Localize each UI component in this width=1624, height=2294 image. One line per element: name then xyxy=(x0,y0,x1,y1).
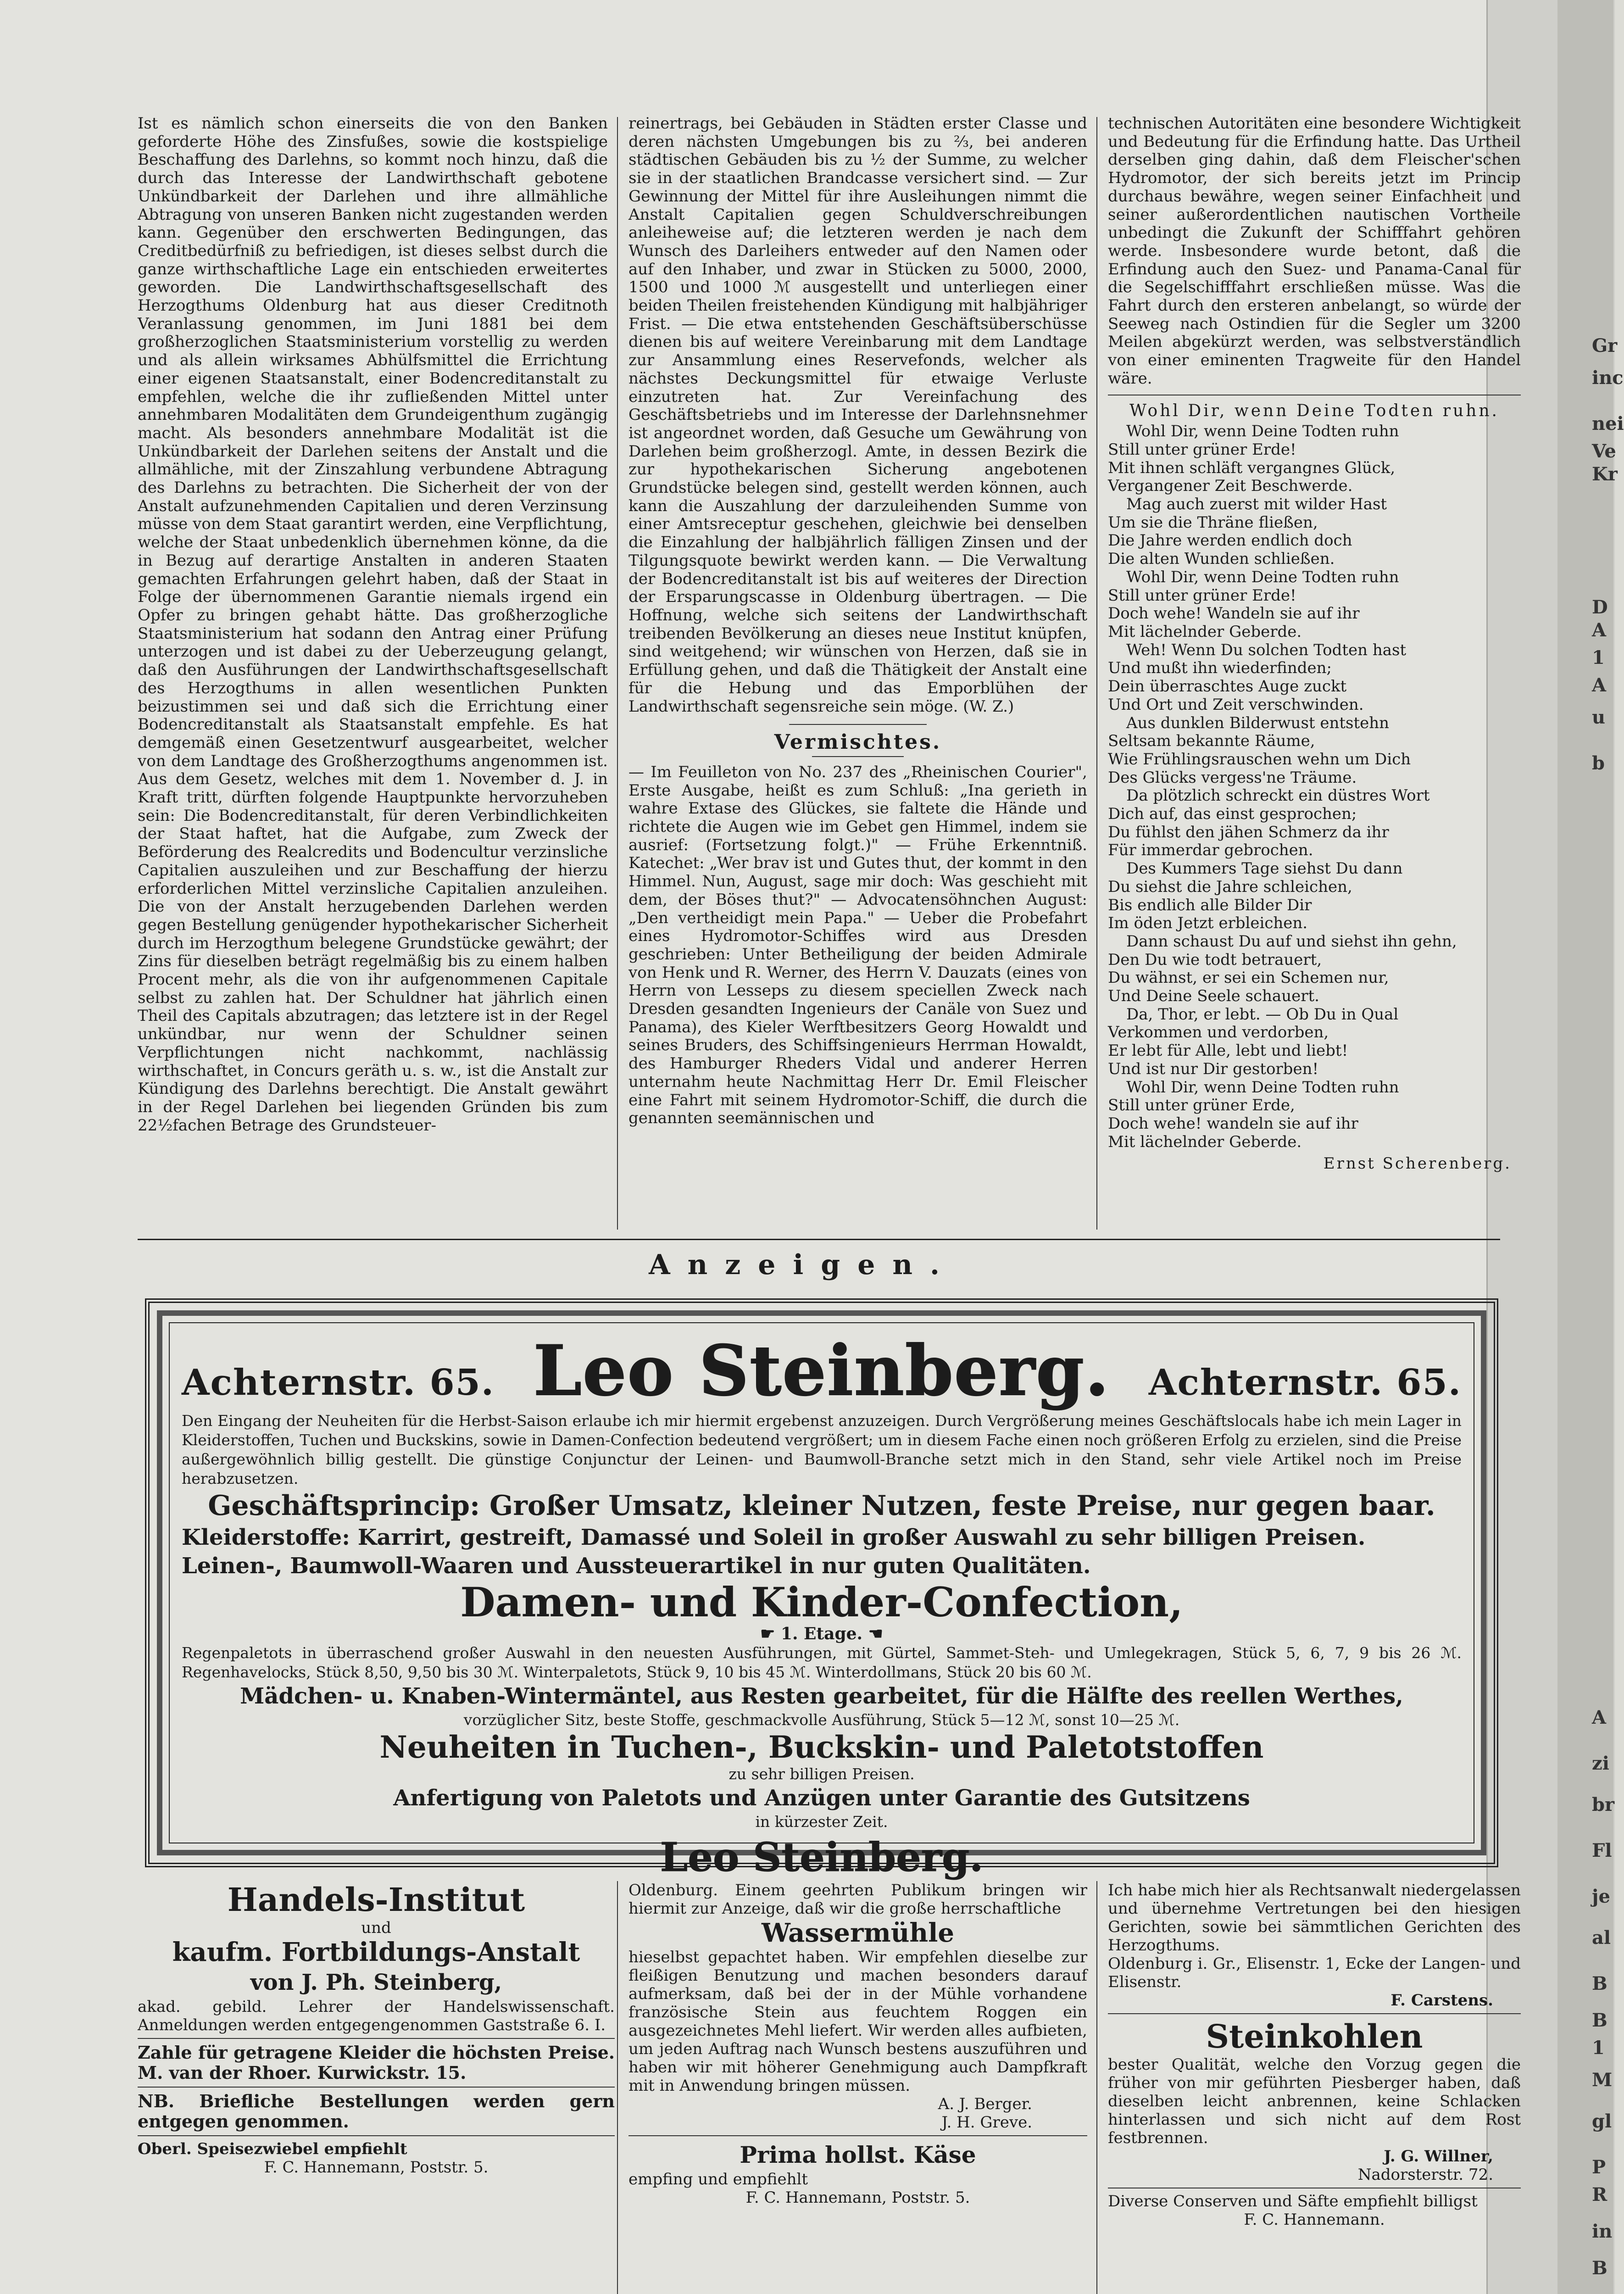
steinberg-intro: Den Eingang der Neuheiten für die Herbst-Saison erlaube ich mir hiermit ergebenst anzuzeigen. Durch Vergrößerung meines Geschäftslocals habe ich mein Lager in Kleiderstoffen, Tuchen und Buckskins, sowie in Damen-Confection bedeutend vergrößert; um in diesem Fache einen noch größeren Erfolg zu erzielen, sind die Preise außergewöhnlich billig gestellt. Die günstige Conjunctur der Leinen- und Baumwoll-Branche setzt mich in den Stand, sehr viele Artikel noch im Preise herabzusetzen. xyxy=(182,1412,1462,1487)
wassermuehle-title: Wassermühle xyxy=(761,1918,955,1948)
poem-line: Dann schaust Du auf und siehst ihn gehn, xyxy=(1126,932,1457,951)
section-title-vermischtes: Vermischtes. xyxy=(774,730,942,754)
poem-line: Aus dunklen Bilderwust entstehn xyxy=(1126,713,1390,732)
poem-line: Des Kummers Tage siehst Du dann xyxy=(1126,859,1403,878)
article-text-2: reinertrags, bei Gebäuden in Städten erster Classe und deren nächsten Umgebungen bis zu ⅔, bei anderen städtischen Gebäuden bis zu ½ der Summe, zu welcher sie in der staatlichen Brandcasse versichert sind. — Zur Gewinnung der Mittel für ihre Ausleihungen nimmt die Anstalt Capitalien gegen Schuldverschreibungen anleiheweise auf; die letzteren werden je nach dem Wunsch des Darleihers entweder auf den Namen oder auf den Inhaber, und zwar in Stücken zu 5000, 2000, 1500 und 1000 ℳ ausgestellt und unterliegen einer beiden Theilen freistehenden Kündigung mit halbjähriger Frist. — Die etwa entstehenden Geschäftsüberschüsse dienen bis auf weitere Vereinbarung mit dem Landtage zur Ansammlung eines Reservefonds, welcher als nächstes Deckungsmittel für etwaige Verluste einzutreten hat. Zur Vereinfachung des Geschäftsbetriebs und im Interesse der Darlehnsnehmer ist angeordnet worden, daß Gesuche um Gewährung von Darlehen beim großherzogl. Amte, in dessen Bezirk die zur hypothekarischen Sicherung angebotenen Grundstücke belegen sind, gestellt werden können, auch kann die Auszahlung der darzuleihenden Summe von einer Amtsreceptur geschehen, gleichwie bei denselben die Einzahlung der halbjährlich fälligen Zinsen und der Tilgungsquote bewirkt werden kann. — Die Verwaltung der Bodencreditanstalt ist bis auf weiteres der Direction der Ersparungscasse in Oldenburg übertragen. — Die Hoffnung, welche sich seitens der Landwirthschaft treibenden Bevölkerung an dieses neue Institut knüpfen, sind weitgehend; wir wünschen von Herzen, daß sie in Erfüllung gehen, und daß die Thätigkeit der Anstalt eine für die Hebung und das Emporblühen der Landwirthschaft segensreiche sein möge. (W. Z.) xyxy=(628,114,1087,716)
separator xyxy=(138,2087,615,2088)
handels-von: von J. Ph. Steinberg, xyxy=(250,1970,502,1995)
carstens-ad xyxy=(1108,1881,1521,2294)
edge-fragment: Ve xyxy=(1592,440,1616,462)
steinkohlen-text: bester Qualität, welche den Vorzug gegen die früher von mir geführten Piesberger haben, daß dieselben leicht anbrennen, keine Schlacken hinterlassen und sich nicht auf dem Rost festbrennen. xyxy=(1108,2055,1521,2147)
article-column-3 xyxy=(1108,115,1521,1335)
ads-header: Anzeigen. xyxy=(649,1249,957,1281)
poem-line: Still unter grüner Erde! xyxy=(1108,586,1296,605)
handels-title: Handels-Institut xyxy=(227,1881,525,1919)
edge-fragment: Fl xyxy=(1592,1840,1612,1861)
handels-desc: akad. gebild. Lehrer der Handelswissenschaft. Anmeldungen werden entgegengenommen Gaststraße 6. I. xyxy=(138,1998,615,2034)
anfertigung-sub: in kürzester Zeit. xyxy=(755,1813,888,1831)
poem-line: Wie Frühlingsrauschen wehn um Dich xyxy=(1108,750,1411,768)
nb-ad: NB. Briefliche Bestellungen werden gern entgegen genommen. xyxy=(138,2091,615,2132)
article-text-vermischtes: — Im Feuilleton von No. 237 des „Rheinischen Courier", Erste Ausgabe, heißt es zum Schluß: „Ina gerieth in wahre Extase des Glückes, sie faltete die Hände und richtete die Augen wie im Gebet gen Himmel, indem sie ausrief: (Fortsetzung folgt.)" — Frühe Erkenntniß. Katechet: „Wer brav ist und Gutes thut, der kommt in den Himmel. Nun, August, sage mir doch: Was geschieht mit dem, der Böses thut?" — Advocatensöhnchen August: „Den vertheidigt mein Papa." — Ueber die Probefahrt eines Hydromotor-Schiffes wird aus Dresden geschrieben: Unter Betheiligung der beiden Admirale von Henk und R. Werner, des Herrn V. Dauzats (eines von Herrn von Lesseps zu diesem speciellen Zweck nach Dresden gesandten Ingenieurs der Canäle von Suez und Panama), des Kieler Werftbesitzers Georg Howaldt und seines Bruders, des Schiffsingenieurs Herrman Howaldt, des Hamburger Rheders Vidal und anderer Herren unternahm heute Nachmittag Herr Dr. Emil Fleischer eine Fahrt mit seinem Hydromotor-Schiff, die durch die genannten seemännischen und xyxy=(628,763,1087,1128)
zwiebel-ad: Oberl. Speisezwiebel empfiehlt xyxy=(138,2140,407,2158)
poem-line: Bis endlich alle Bilder Dir xyxy=(1108,896,1312,914)
steinberg-ad xyxy=(145,1298,1498,1881)
article-column-1 xyxy=(138,115,608,1214)
poem-line: Und Ort und Zeit verschwinden. xyxy=(1108,695,1364,714)
edge-fragment: A xyxy=(1592,619,1607,641)
column-rule xyxy=(1096,117,1097,1230)
poem-line: Doch wehe! wandeln sie auf ihr xyxy=(1108,1114,1358,1133)
edge-fragment: u xyxy=(1592,707,1606,728)
edge-fragment: 1 xyxy=(1592,647,1605,668)
neuheiten-line: Neuheiten in Tuchen-, Buckskin- und Paletotstoffen xyxy=(379,1729,1264,1765)
poem-line: Und ist nur Dir gestorben! xyxy=(1108,1059,1319,1078)
poem-line: Im öden Jetzt erbleichen. xyxy=(1108,914,1308,933)
column-rule xyxy=(617,1881,618,2294)
separator xyxy=(1108,2013,1521,2014)
separator xyxy=(789,724,927,725)
poem-line: Still unter grüner Erde, xyxy=(1108,1096,1295,1115)
poem-line: Du siehst die Jahre schleichen, xyxy=(1108,877,1352,896)
confection-heading: Damen- und Kinder-Confection, xyxy=(460,1578,1183,1626)
poem-line: Mag auch zuerst mit wilder Hast xyxy=(1126,495,1387,514)
poem-line: Für immerdar gebrochen. xyxy=(1108,841,1313,860)
zwiebel-sig: F. C. Hannemann, Poststr. 5. xyxy=(264,2158,489,2177)
maedchen-sub: vorzüglicher Sitz, beste Stoffe, geschmackvolle Ausführung, Stück 5—12 ℳ, sonst 10—25 ℳ. xyxy=(463,1711,1180,1729)
kleiderstoffe-line: Kleiderstoffe: Karrirt, gestreift, Damassé und Soleil in großer Auswahl zu sehr billigen Preisen. xyxy=(182,1525,1366,1550)
poem-line: Er lebt für Alle, lebt und liebt! xyxy=(1108,1041,1348,1060)
steinkohlen-addr: Nadorsterstr. 72. xyxy=(1357,2166,1493,2184)
maedchen-line: Mädchen- u. Knaben-Wintermäntel, aus Resten gearbeitet, für die Hälfte des reellen Werthes, xyxy=(240,1683,1403,1709)
edge-fragment: je xyxy=(1592,1886,1610,1907)
poem xyxy=(1108,402,1521,1174)
poem-title: Wohl Dir, wenn Deine Todten ruhn. xyxy=(1129,401,1499,420)
poem-line: Du wähnst, er sei ein Schemen nur, xyxy=(1108,969,1389,987)
poem-line: Des Glücks vergess'ne Träume. xyxy=(1108,768,1357,787)
edge-fragment: P xyxy=(1592,2156,1606,2178)
wassermuehle-sig1: A. J. Berger. xyxy=(938,2095,1032,2113)
kleider-ad: Zahle für getragene Kleider die höchsten Preise. M. van der Rhoer. Kurwickstr. 15. xyxy=(138,2042,615,2083)
poem-line: Vergangener Zeit Beschwerde. xyxy=(1108,477,1353,496)
edge-fragment: gl xyxy=(1592,2110,1612,2132)
edge-fragment: Gr xyxy=(1592,335,1618,356)
article-text-1: Ist es nämlich schon einerseits die von den Banken geforderte Höhe des Zinsfußes, sowie die kostspielige Beschaffung des Darlehns, so kommt noch hinzu, daß die durch das Interesse der Landwirthschaft gebotene Unkündbarkeit der Darlehen und ihre allmähliche Abtragung von unseren Banken nicht zugestanden werden kann. Gegenüber den erschwerten Bedingungen, das Creditbedürfniß zu befriedigen, ist dieses selbst durch die ganze wirthschaftliche Lage ein entschieden erweitertes geworden. Die Landwirthschaftsgesellschaft des Herzogthums Oldenburg hat aus dieser Creditnoth Veranlassung genommen, im Juni 1881 bei dem großherzoglichen Staatsministerium vorstellig zu werden und als allein wirksames Abhülfsmittel die Errichtung einer eigenen Staatsanstalt, einer Bodencreditanstalt zu empfehlen, welche die ihr zufließenden Mittel unter annehmbaren Modalitäten dem Grundeigenthum zugängig macht. Als besonders annehmbare Modalität ist die Unkündbarkeit der Darlehen seitens der Anstalt und die allmähliche, mit der Zinszahlung verbundene Abtragung des Darlehns zu betrachten. Die Sicherheit der von der Anstalt aufzunehmenden Capitalien und deren Verzinsung müsse von dem Staat garantirt werden, eine Verpflichtung, welche der Staat unbedenklich übernehmen könne, da die in Bezug auf derartige Anstalten in anderen Staaten gemachten Erfahrungen gelehrt haben, daß der Staat in Folge der übernommenen Garantie niemals irgend ein Opfer zu bringen gehabt hätte. Das großherzogliche Staatsministerium hat sodann den Antrag einer Prüfung unterzogen und ist dabei zu der Ueberzeugung gelangt, daß den Ausführungen der Landwirthschaftsgesellschaft des Herzogthums in allen wesentlichen Punkten beizustimmen sei und daß sich die Errichtung einer Bodencreditanstalt als Staatsanstalt empfehle. Es hat demgemäß einen Gesetzentwurf ausgearbeitet, welcher von dem Landtage des Großherzogthums angenommen ist. Aus dem Gesetz, welches mit dem 1. November d. J. in Kraft tritt, dürften folgende Hauptpunkte hervorzuheben sein: Die Bodencreditanstalt, für deren Verbindlichkeiten der Staat haftet, hat die Aufgabe, zum Zweck der Beförderung des Realcredits und Bodencultur verzinsliche Capitalien auszuleihen und zur Beschaffung der hierzu erforderlichen Mittel verzinsliche Capitalien anzuleihen. Die von der Anstalt herzugebenden Darlehen werden gegen Bestellung genügender hypothekarischer Sicherheit durch im Herzogthum belegene Grundstücke gewährt; der Zins für dieselben beträgt regelmäßig bis zu einem halben Procent mehr, als die von ihr aufgenommenen Capitale selbst zu zahlen hat. Der Schuldner hat jährlich einen Theil des Capitals abzutragen; das letztere ist in der Regel unkündbar, nur wenn der Schuldner seinen Verpflichtungen nicht nachkommt, nachlässig wirthschaftet, in Concurs geräth u. s. w., ist die Anstalt zur Kündigung des Darlehns berechtigt. Die Anstalt gewährt in der Regel Darlehen bei liegenden Gründen bis zum 22½fachen Betrage des Grundsteuer- xyxy=(138,114,608,1135)
edge-fragment: Kr xyxy=(1592,463,1618,485)
address-right: Achternstr. 65. xyxy=(1148,1362,1462,1403)
steinkohlen-title: Steinkohlen xyxy=(1206,2017,1423,2055)
neuheiten-sub: zu sehr billigen Preisen. xyxy=(729,1765,915,1783)
wassermuehle-body: hieselbst gepachtet haben. Wir empfehlen dieselbe zur fleißigen Benutzung und machen besonders darauf aufmerksam, daß bei der in der Mühle vorhandene französische Stein aus feuchtem Roggen ein ausgezeichnetes Mehl liefert. Wir werden alles aufbieten, um jeden Auftrag nach Wunsch bestens auszuführen und haben wir mit höherer Genehmigung auch Dampfkraft mit in Anwendung bringen müssen. xyxy=(628,1948,1087,2095)
edge-fragment: br xyxy=(1592,1794,1615,1815)
edge-fragment: A xyxy=(1592,674,1607,696)
address-left: Achternstr. 65. xyxy=(182,1362,495,1403)
edge-fragment: inc xyxy=(1592,367,1624,389)
edge-fragment: nei xyxy=(1592,413,1624,434)
edge-fragment: R xyxy=(1592,2184,1607,2205)
poem-line: Den Du wie todt betrauert, xyxy=(1108,950,1322,969)
floor-label: 1. Etage. xyxy=(780,1624,863,1643)
poem-line: Mit lächelnder Geberde. xyxy=(1108,622,1302,641)
poem-author: Ernst Scherenberg. xyxy=(1323,1154,1512,1173)
separator xyxy=(812,756,904,757)
poem-line: Und Deine Seele schauert. xyxy=(1108,987,1319,1006)
poem-line: Wohl Dir, wenn Deine Todten ruhn xyxy=(1126,422,1399,441)
edge-fragment: zi xyxy=(1592,1753,1609,1774)
wassermuehle-sig2: J. H. Greve. xyxy=(941,2113,1032,2132)
poem-line: Du fühlst den jähen Schmerz da ihr xyxy=(1108,823,1389,841)
steinkohlen-sig: J. G. Willner, xyxy=(1384,2147,1493,2166)
carstens-addr: Oldenburg i. Gr., Elisenstr. 1, Ecke der Langen- und Elisenstr. xyxy=(1108,1954,1521,1991)
floor-note: ☛ 1. Etage. ☚ xyxy=(760,1624,883,1643)
leinen-line: Leinen-, Baumwoll-Waaren und Aussteuerartikel in nur guten Qualitäten. xyxy=(182,1553,1091,1579)
poem-line: Da, Thor, er lebt. — Ob Du in Qual xyxy=(1126,1005,1399,1024)
poem-line: Doch wehe! Wandeln sie auf ihr xyxy=(1108,604,1360,623)
business-principle: Geschäftsprincip: Großer Umsatz, kleiner Nutzen, feste Preise, nur gegen baar. xyxy=(208,1490,1435,1522)
anfertigung-line: Anfertigung von Paletots und Anzügen unter Garantie des Gutsitzens xyxy=(393,1785,1250,1811)
kaese-text: empfing und empfiehlt xyxy=(628,2170,808,2188)
poem-line: Da plötzlich schreckt ein düstres Wort xyxy=(1126,786,1430,805)
column-rule xyxy=(617,117,618,1230)
separator xyxy=(138,2135,615,2136)
poem-line: Um sie die Thräne fließen, xyxy=(1108,513,1318,532)
poem-line: Die Jahre werden endlich doch xyxy=(1108,531,1352,550)
edge-fragment: al xyxy=(1592,1927,1611,1949)
poem-line: Wohl Dir, wenn Deine Todten ruhn xyxy=(1126,568,1399,586)
article-text-3: technischen Autoritäten eine besondere Wichtigkeit und Bedeutung für die Erfindung hatte. Das Urtheil derselben ging dahin, daß dem Fleischer'schen Hydromotor, der sich bereits jetzt im Princip durchaus bewähre, wegen seiner Einfachheit und seiner außerordentlichen nautischen Vortheile unbedingt die Zukunft der Schifffahrt gehören werde. Insbesondere wurde betont, daß die Erfindung auch den Suez- und Panama-Canal für die Segelschifffahrt erschließen müsse. Was die Fahrt durch den ersteren anbelangt, so würde der Seeweg nach Ostindien für die Segler um 3200 Meilen abgekürzt werden, was selbstverständlich von einer eminenten Tragweite für den Handel wäre. xyxy=(1108,114,1521,388)
merchant-name: Leo Steinberg. xyxy=(533,1331,1110,1411)
poem-line: Mit lächelnder Geberde. xyxy=(1108,1132,1302,1151)
regen-line: Regenpaletots in überraschend großer Auswahl in den neuesten Ausführungen, mit Gürtel, Sammet-Steh- und Umlegekragen, Stück 5, 6, 7, 9 bis 26 ℳ. Regenhavelocks, Stück 8,50, 9,50 bis 30 ℳ. Winterpaletots, Stück 9, 10 bis 45 ℳ. Winterdollmans, Stück 20 bis 60 ℳ. xyxy=(182,1644,1462,1681)
poem-lines xyxy=(1108,423,1521,1151)
separator xyxy=(138,2038,615,2039)
edge-fragment: A xyxy=(1592,1707,1607,1728)
conserven-sig: F. C. Hannemann. xyxy=(1244,2210,1385,2229)
conserven-text: Diverse Conserven und Säfte empfiehlt billigst xyxy=(1108,2192,1478,2210)
edge-fragment: B xyxy=(1592,1973,1607,1994)
separator xyxy=(628,2135,1087,2136)
section-rule xyxy=(138,1239,1500,1240)
handels-sub: kaufm. Fortbildungs-Anstalt xyxy=(172,1937,580,1967)
carstens-text: Ich habe mich hier als Rechtsanwalt niedergelassen und übernehme Vertretungen bei den hiesigen Gerichten, sowie bei sämmtlichen Gerichten des Herzogthums. xyxy=(1108,1881,1521,1954)
carstens-sig: F. Carstens. xyxy=(1390,1991,1493,2010)
article-column-2 xyxy=(628,115,1087,1214)
steinberg-ad-content xyxy=(182,1331,1462,1881)
kaese-sig: F. C. Hannemann, Poststr. 5. xyxy=(745,2188,970,2207)
poem-line: Wohl Dir, wenn Deine Todten ruhn xyxy=(1126,1078,1399,1097)
edge-fragment: M xyxy=(1592,2069,1613,2091)
poem-line: Dich auf, das einst gesprochen; xyxy=(1108,805,1357,824)
poem-line: Und mußt ihn wiederfinden; xyxy=(1108,659,1332,678)
wassermuehle-lead: Oldenburg. Einem geehrten Publikum bringen wir hiermit zur Anzeige, daß wir die große herrschaftliche xyxy=(628,1881,1087,1918)
edge-fragment: b xyxy=(1592,752,1605,774)
poem-line: Weh! Wenn Du solchen Todten hast xyxy=(1126,640,1407,659)
column-rule xyxy=(1096,1881,1097,2294)
handels-institut-ad xyxy=(138,1881,615,2239)
kaese-title: Prima hollst. Käse xyxy=(740,2141,976,2168)
edge-fragment: B xyxy=(1592,2010,1607,2031)
edge-fragment: D xyxy=(1592,596,1608,618)
edge-fragment: in xyxy=(1592,2221,1613,2242)
poem-line: Seltsam bekannte Räume, xyxy=(1108,732,1315,751)
edge-fragment: 1 xyxy=(1592,2037,1605,2059)
poem-line: Still unter grüner Erde! xyxy=(1108,440,1296,459)
handels-und: und xyxy=(361,1919,391,1937)
poem-line: Die alten Wunden schließen. xyxy=(1108,550,1335,568)
poem-line: Verkommen und verdorben, xyxy=(1108,1023,1329,1042)
poem-line: Mit ihnen schläft vergangnes Glück, xyxy=(1108,458,1396,477)
poem-line: Dein überraschtes Auge zuckt xyxy=(1108,677,1347,696)
closing-name: Leo Steinberg. xyxy=(660,1834,984,1881)
edge-fragment: B xyxy=(1592,2257,1607,2279)
wassermuehle-ad xyxy=(628,1881,1087,2294)
